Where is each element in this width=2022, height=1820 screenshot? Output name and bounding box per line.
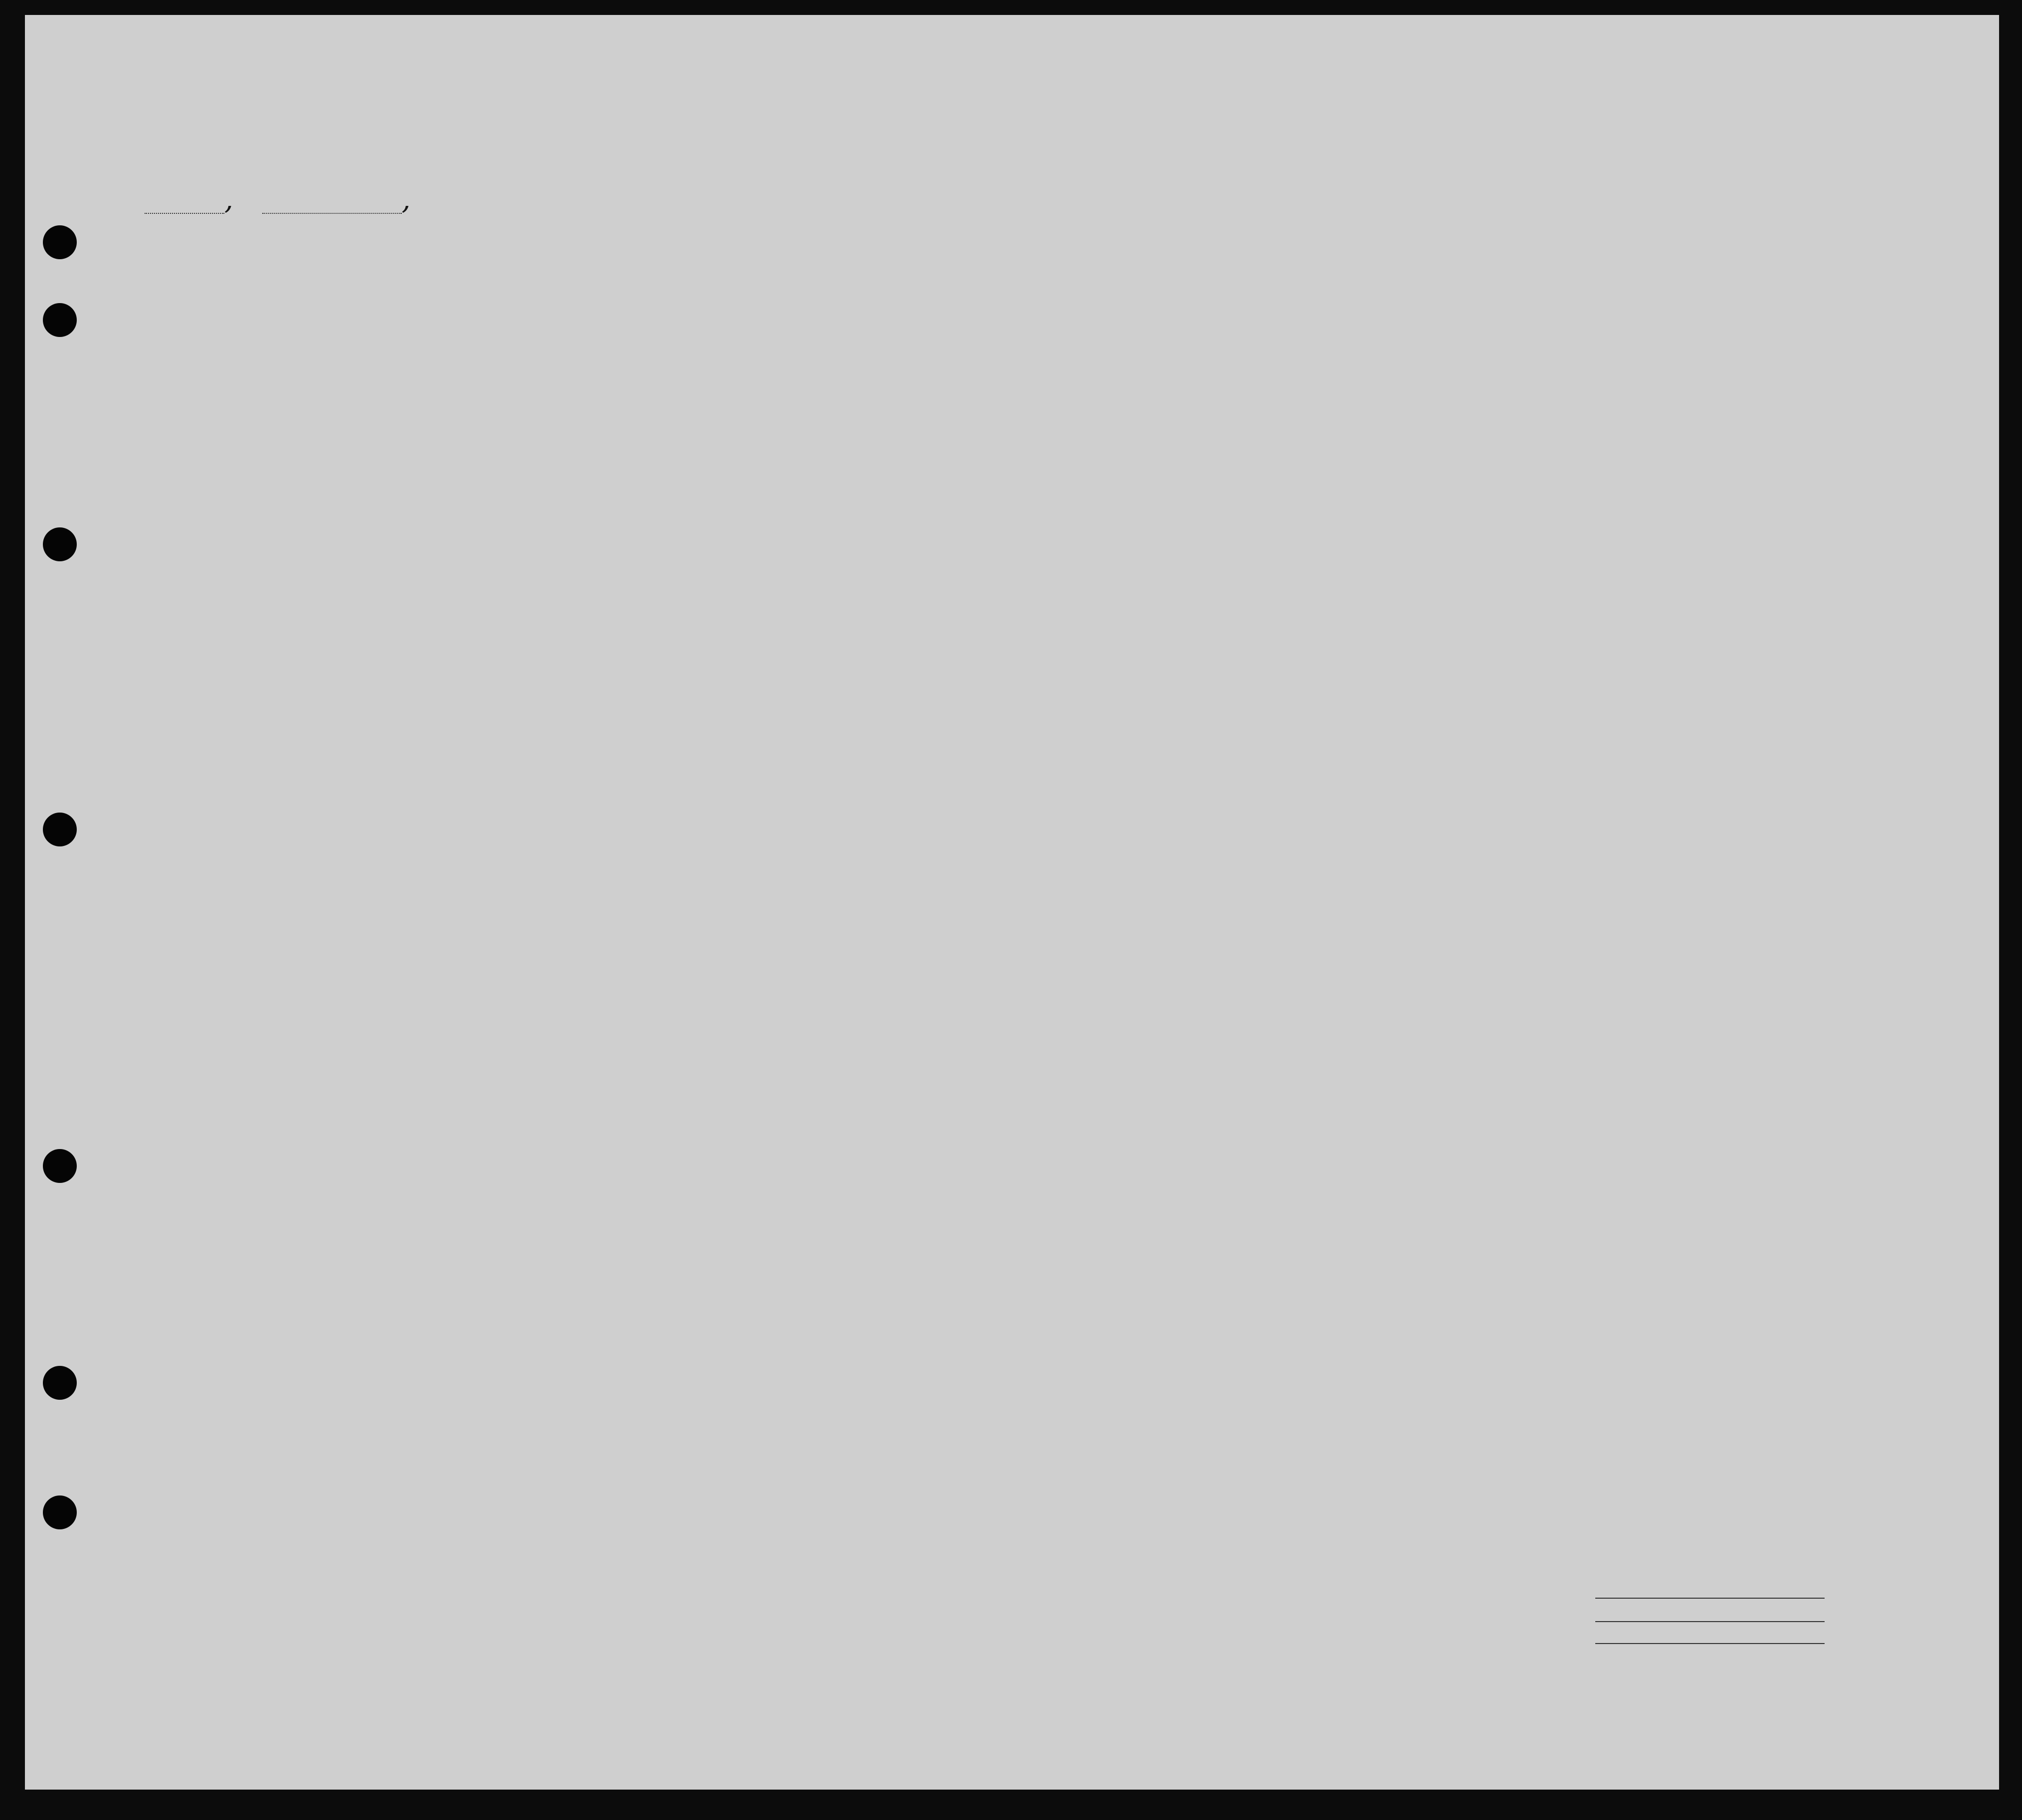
- header-prison: [1280, 277, 1300, 396]
- line-value: [1595, 1598, 1825, 1599]
- header-ticket: [569, 277, 589, 396]
- header-polygamist: [1321, 277, 1341, 396]
- header-excluded: [1467, 277, 1485, 396]
- owners-value: [1595, 1621, 1825, 1622]
- header-return: [1166, 294, 1185, 394]
- header-feet: [1643, 339, 1658, 389]
- header-advocate: [1377, 277, 1407, 396]
- header-money: [694, 277, 714, 396]
- agents-value: [1595, 1643, 1825, 1644]
- date-value: [262, 195, 402, 214]
- header-length: [1205, 294, 1225, 394]
- header-anarchist: [1348, 277, 1368, 396]
- header-offer: [1426, 277, 1456, 396]
- header-arrested: [1493, 277, 1511, 396]
- header-citizen: [1245, 294, 1265, 394]
- port-value: [145, 195, 224, 214]
- manifest-grid: [60, 229, 1979, 1575]
- header-inches: [1669, 339, 1684, 389]
- arrival-line: , ,: [85, 183, 415, 216]
